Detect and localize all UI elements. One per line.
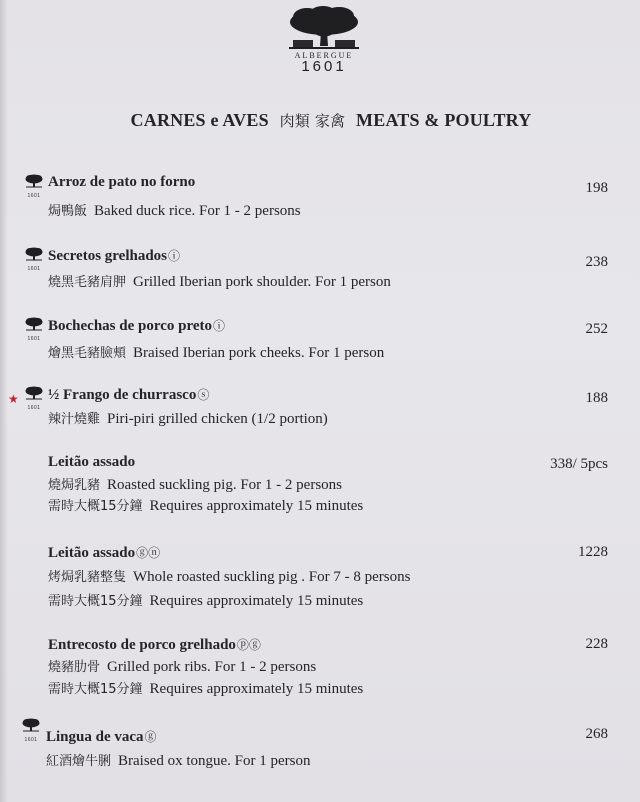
menu-item <box>0 247 640 307</box>
mini-tree-icon <box>25 317 43 331</box>
section-title-pt: CARNES e AVES <box>130 110 269 130</box>
item-description <box>48 474 342 494</box>
item-price: 228 <box>585 636 608 652</box>
item-zh: 燒黑毛豬肩胛 <box>48 275 127 290</box>
signature-tree-icon <box>22 718 40 743</box>
signature-tree-icon <box>25 174 43 199</box>
item-note-text: Requires approximately 15 minutes <box>149 498 364 514</box>
item-description <box>48 271 391 291</box>
item-name-text: Leitão assado <box>48 454 136 470</box>
item-price: 1228 <box>578 544 608 560</box>
menu-item <box>0 174 640 234</box>
section-title <box>0 110 640 131</box>
item-zh-note: 需時大概15分鐘 <box>48 594 143 609</box>
item-zh: 焗鴨飯 <box>48 204 88 219</box>
item-marks: ⓟⓖ <box>236 638 261 652</box>
item-zh: 燒焗乳豬 <box>48 478 101 493</box>
chef-recommend-star-icon: ★ <box>8 392 19 406</box>
menu-item <box>0 636 640 698</box>
signature-tree-icon <box>25 317 43 342</box>
item-desc: Baked duck rice. For 1 - 2 persons <box>94 203 301 219</box>
menu-item <box>0 386 640 446</box>
signature-tree-icon <box>25 247 43 272</box>
item-name-text: Bochechas de porco preto <box>48 318 213 334</box>
item-name <box>48 317 225 335</box>
menu-item <box>0 454 640 516</box>
item-description <box>48 408 328 428</box>
item-name-text: ½ Frango de churrasco <box>48 387 197 403</box>
mini-tree-year: 1601 <box>27 193 41 199</box>
item-price: 268 <box>585 726 608 742</box>
item-name <box>48 174 196 191</box>
item-description <box>46 750 311 770</box>
item-marks: ⓘ <box>213 319 226 333</box>
item-price: 198 <box>585 180 608 196</box>
item-zh: 烤焗乳豬整隻 <box>48 570 127 585</box>
item-description <box>48 566 410 586</box>
item-desc: Braised Iberian pork cheeks. For 1 person <box>133 345 385 361</box>
item-description <box>48 342 384 362</box>
item-price: 252 <box>585 321 608 337</box>
tree-logo-icon <box>287 6 361 52</box>
mini-tree-icon <box>25 247 43 261</box>
item-price: 238 <box>585 254 608 270</box>
item-name <box>46 728 157 746</box>
item-name <box>48 247 180 265</box>
item-name-text: Entrecosto de porco grelhado <box>48 637 236 653</box>
item-desc: Whole roasted suckling pig . For 7 - 8 persons <box>133 569 411 585</box>
item-name-text: Arroz de pato no forno <box>48 174 196 190</box>
section-title-en: MEATS & POULTRY <box>356 110 532 130</box>
item-note-text: Requires approximately 15 minutes <box>149 681 364 697</box>
item-name <box>48 386 209 404</box>
item-desc: Grilled Iberian pork shoulder. For 1 person <box>133 274 391 290</box>
item-zh-note: 需時大概15分鐘 <box>48 499 143 514</box>
logo-year: 1601 <box>301 58 347 75</box>
menu-item <box>0 544 640 608</box>
restaurant-logo <box>285 6 363 82</box>
item-name <box>48 544 160 562</box>
item-zh-note: 需時大概15分鐘 <box>48 682 143 697</box>
item-description <box>48 656 316 676</box>
item-price: 338/ 5pcs <box>550 456 608 472</box>
mini-tree-year: 1601 <box>27 405 41 411</box>
item-desc: Grilled pork ribs. For 1 - 2 persons <box>107 659 317 675</box>
menu-item <box>0 317 640 377</box>
item-note-text: Requires approximately 15 minutes <box>149 593 364 609</box>
item-name-text: Secretos grelhados <box>48 248 168 264</box>
item-name <box>48 636 261 654</box>
item-price: 188 <box>585 390 608 406</box>
item-desc: Roasted suckling pig. For 1 - 2 persons <box>107 477 342 493</box>
section-title-zh: 肉類 家禽 <box>279 112 346 130</box>
item-zh: 燒豬肋骨 <box>48 660 101 675</box>
mini-tree-year: 1601 <box>27 336 41 342</box>
mini-tree-year: 1601 <box>24 737 38 743</box>
mini-tree-icon <box>22 718 40 732</box>
item-note <box>48 590 363 610</box>
signature-tree-icon <box>25 386 43 411</box>
item-description <box>48 200 301 220</box>
item-note <box>48 678 363 698</box>
item-marks: ⓖⓝ <box>136 546 161 560</box>
mini-tree-year: 1601 <box>27 266 41 272</box>
item-name-text: Lingua de vaca <box>46 729 144 745</box>
item-name-text: Leitão assado <box>48 545 136 561</box>
mini-tree-icon <box>25 386 43 400</box>
item-marks: ⓖ <box>144 730 157 744</box>
item-zh: 燴黑毛豬臉頰 <box>48 346 127 361</box>
logo-name: ALBERGUE <box>294 51 354 60</box>
item-name <box>48 454 136 471</box>
menu-item <box>0 718 640 778</box>
item-desc: Braised ox tongue. For 1 person <box>118 753 311 769</box>
item-marks: ⓘ <box>168 249 181 263</box>
item-desc: Piri-piri grilled chicken (1/2 portion) <box>107 411 328 427</box>
item-marks: ⓢ <box>197 388 210 402</box>
item-zh: 辣汁燒雞 <box>48 412 101 427</box>
item-note <box>48 495 363 515</box>
mini-tree-icon <box>25 174 43 188</box>
item-zh: 紅酒燴牛脷 <box>46 754 112 769</box>
